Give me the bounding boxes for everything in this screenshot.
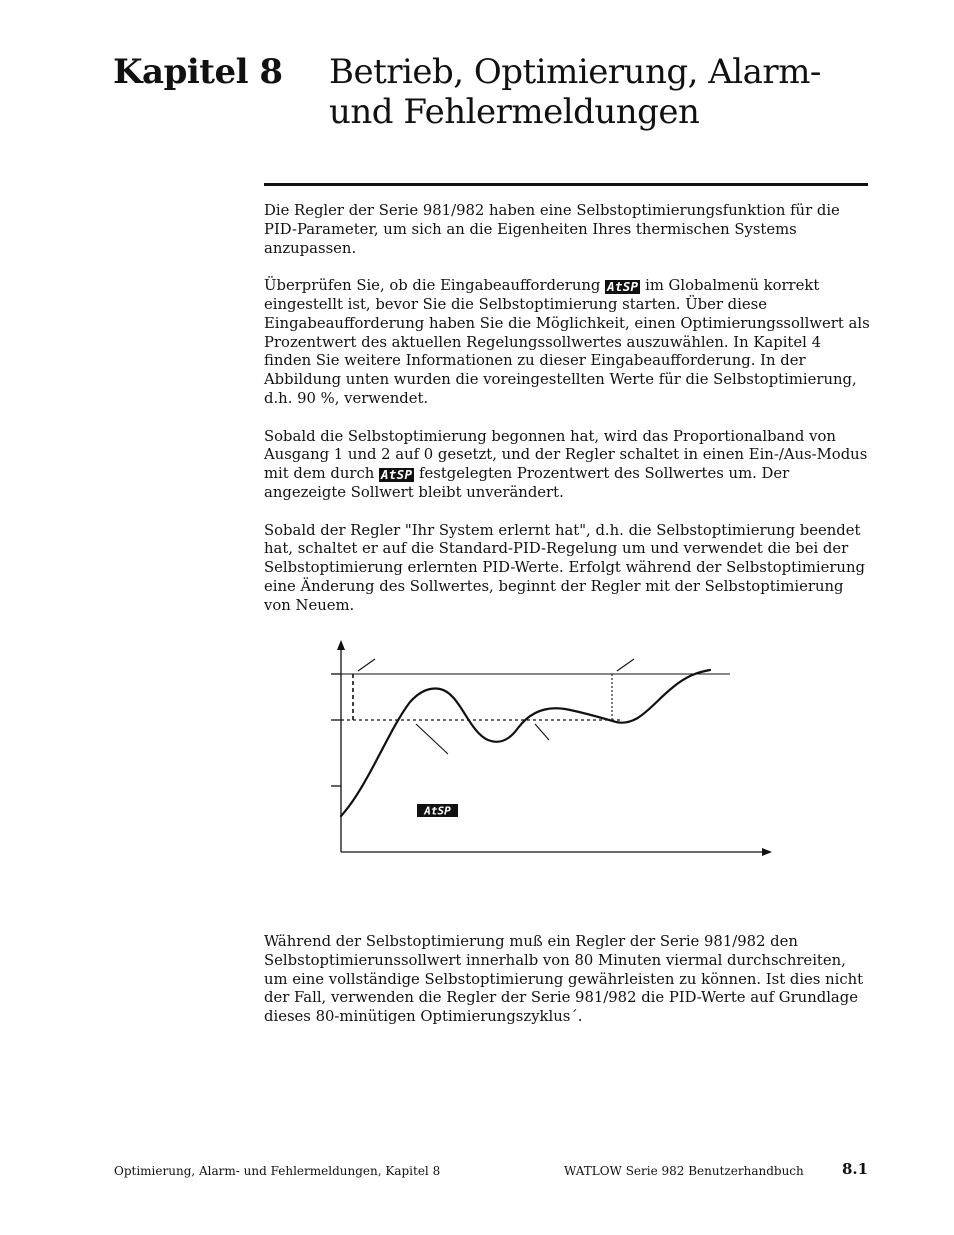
process-temperature-curve — [341, 670, 710, 816]
display-code-label: AtSP — [424, 804, 451, 818]
paragraph-start-text-b: festgelegten Prozentwert des Sollwertes um. Der angezeigte Sollwert bleibt unverändert. — [264, 465, 790, 501]
chapter-number: Kapitel 8 — [113, 52, 283, 92]
page-number: 8.1 — [842, 1160, 869, 1178]
callout-leader-2 — [617, 659, 634, 671]
paragraph-prompt-text-a: Überprüfen Sie, ob die Eingabeaufforderung — [264, 277, 606, 295]
autotune-figure — [320, 636, 780, 866]
callout-leader-1 — [358, 659, 375, 671]
paragraph-learned: Sobald der Regler "Ihr System erlernt hat", d.h. die Selbstoptimierung beendet hat, schaltet er auf die Standard-PID-Regelung um und verwendet die bei der Selbstoptimierung erlernten PID-Werte. Erfolgt während der Selbstoptimierung eine Änderung des Sollwertes, beginnt der Regler mit der Selbstoptimierung von Neuem. — [264, 521, 865, 614]
paragraph-start-text-a: Sobald die Selbstoptimierung begonnen hat, wird das Proportionalband von Ausgang 1 und 2 auf 0 gesetzt, und der Regler schaltet in einen Ein-/Aus-Modus mit dem durch — [264, 427, 868, 483]
callout-leader-3 — [416, 724, 448, 754]
body-text-bottom — [264, 933, 872, 1046]
paragraph-prompt — [264, 277, 872, 409]
paragraph-intro: Die Regler der Serie 981/982 haben eine Selbstoptimierungsfunktion für die PID-Parameter, um sich an die Eigenheiten Ihres thermischen Systems anzupassen. — [264, 202, 840, 257]
heading-rule — [264, 183, 868, 186]
chapter-title: Betrieb, Optimierung, Alarm- und Fehlermeldungen — [329, 52, 821, 132]
footer-chapter-title: Optimierung, Alarm- und Fehlermeldungen, Kapitel 8 — [114, 1164, 441, 1178]
paragraph-start — [264, 428, 872, 503]
atsp-display-code: AtSP — [607, 279, 639, 295]
paragraph-prompt-text-b: im Globalmenü korrekt eingestellt ist, bevor Sie die Selbstoptimierung starten. Über diese Eingabeaufforderung haben Sie die Möglichkeit, einen Optimierungssollwert als Prozentwert des aktuellen Regelungssollwertes auszuwählen. In Kapitel 4 finden Sie weitere Informationen zu dieser Eingabeaufforderung. In der Abbildung unten wurden die voreingestellten Werte für die Selbstoptimierung, d.h. 90 %, verwendet. — [264, 277, 870, 407]
x-axis-arrow — [762, 848, 772, 856]
paragraph-cycle: Während der Selbstoptimierung muß ein Regler der Serie 981/982 den Selbstoptimierunssollwert innerhalb von 80 Minuten viermal durchschreiten, um eine vollständige Selbstoptimierung gewährleisten zu können. Ist dies nicht der Fall, verwenden die Regler der Serie 981/982 die PID-Werte auf Grundlage dieses 80-minütigen Optimierungszyklus´. — [264, 933, 864, 1026]
callout-leader-4 — [535, 724, 549, 740]
body-text-top — [264, 202, 872, 634]
y-axis-arrow — [337, 640, 345, 650]
atsp-display-code: AtSP — [380, 467, 413, 483]
footer-manual-title: WATLOW Serie 982 Benutzerhandbuch — [564, 1164, 804, 1178]
